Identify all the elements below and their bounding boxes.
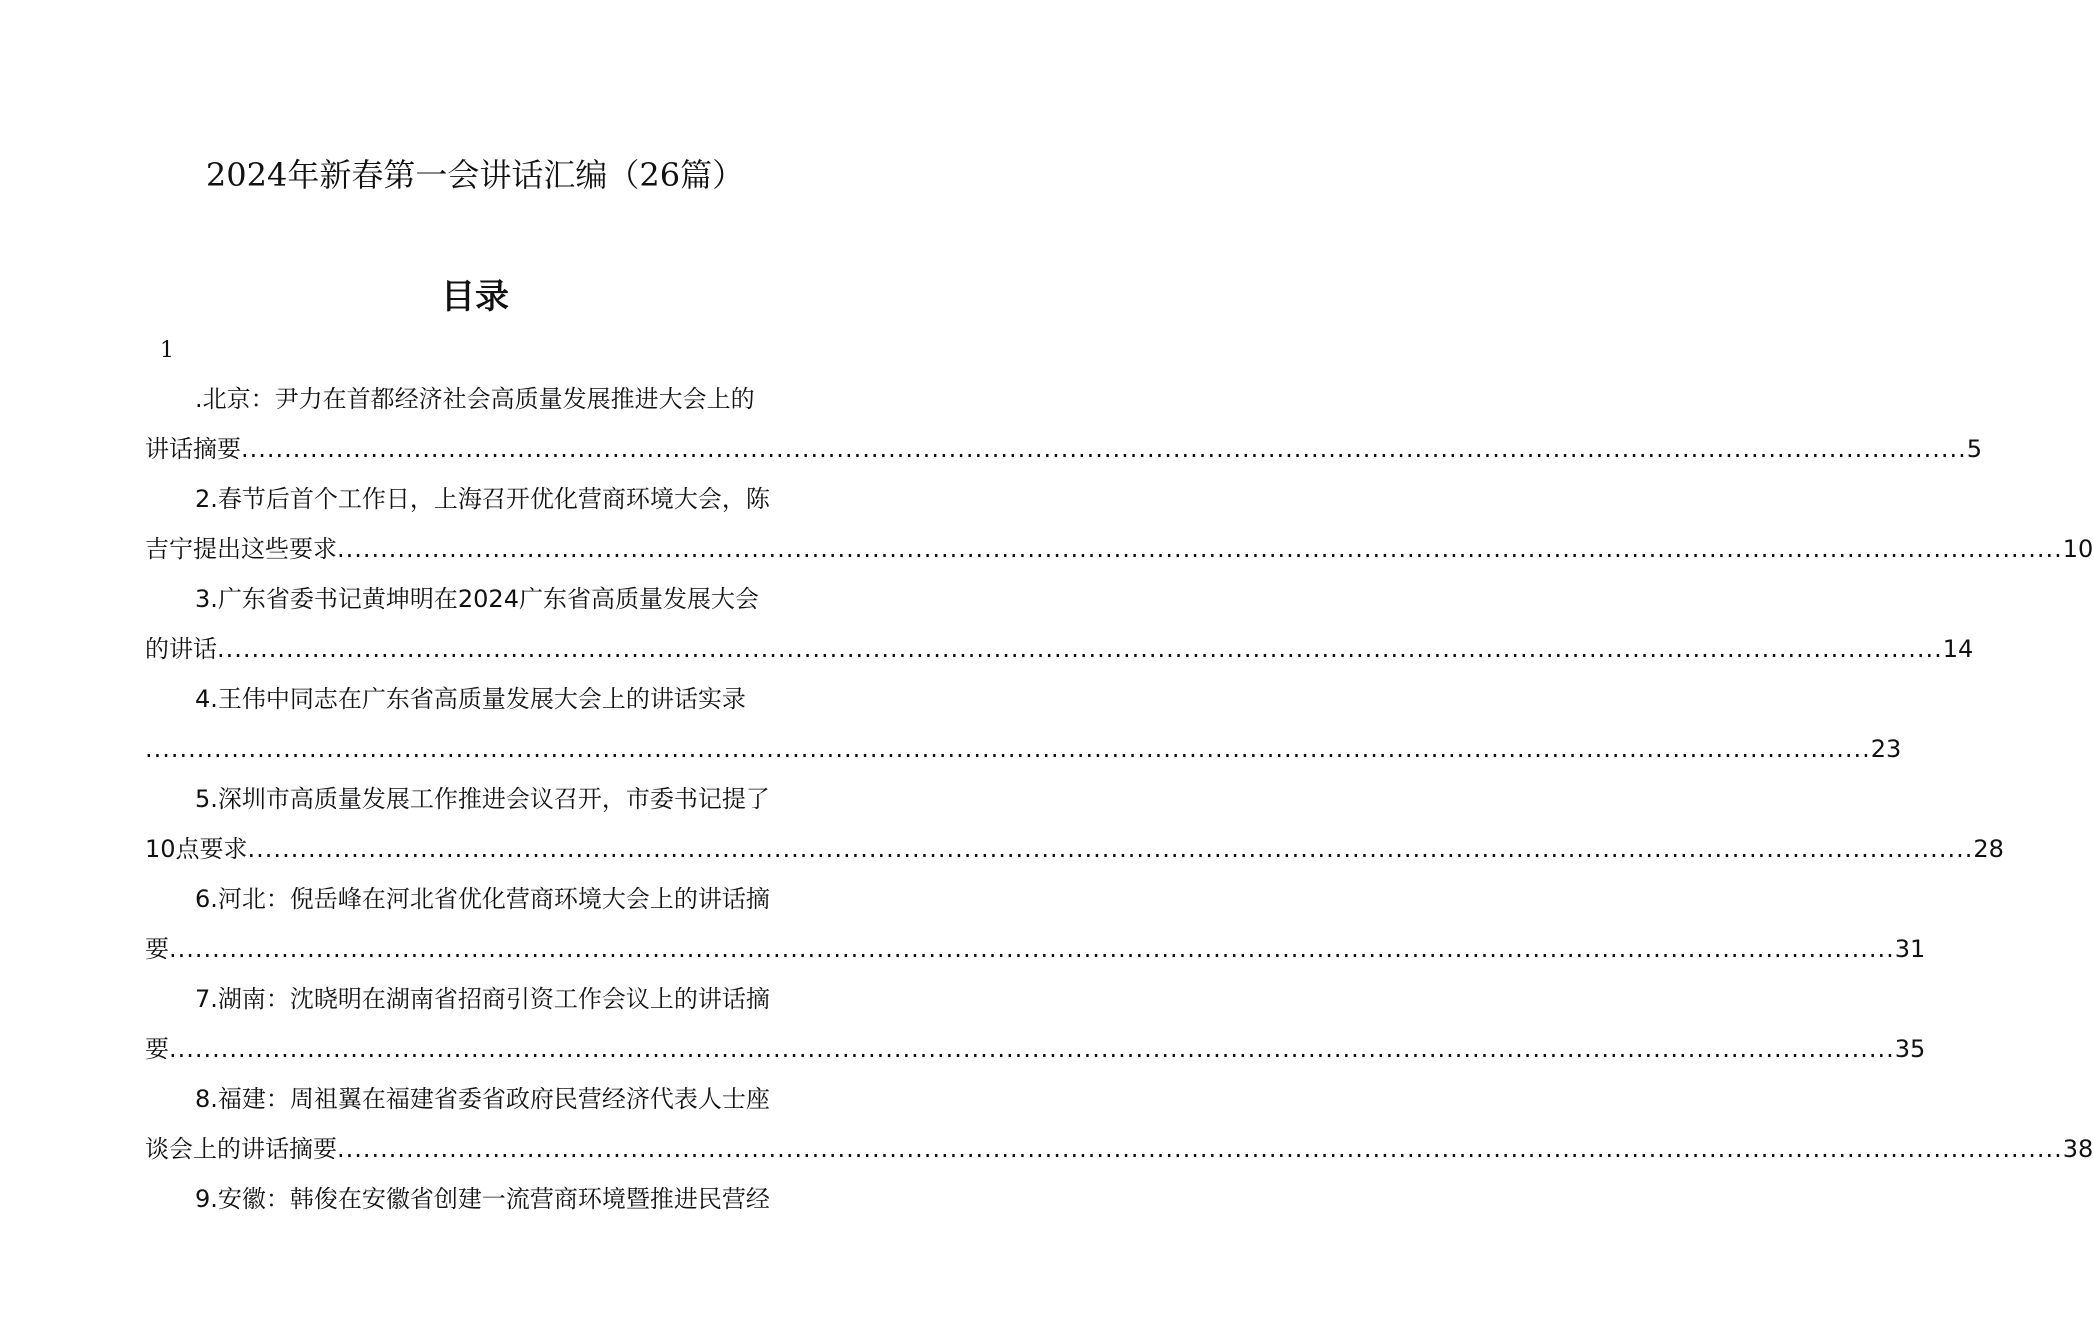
toc-entry-title-cont: 吉宁提出这些要求 xyxy=(145,535,337,563)
toc-entry-continuation xyxy=(145,824,2004,874)
toc-entry-title: 6.河北：倪岳峰在河北省优化营商环境大会上的讲话摘 xyxy=(195,885,770,913)
toc-entry[interactable] xyxy=(145,774,2004,874)
toc-entry-title-cont: 讲话摘要 xyxy=(145,435,241,463)
toc-page-number: 23 xyxy=(1870,735,1902,763)
toc-entry-continuation xyxy=(145,624,1974,674)
toc-page-number: 31 xyxy=(1894,935,1926,963)
document-title: 2024年新春第一会讲话汇编（26篇） xyxy=(205,156,745,194)
toc-page-number: 10 xyxy=(2062,535,2093,563)
toc-leader-dots: ........................................................................................................................................................................................................ xyxy=(337,535,2063,563)
toc-page-number: 38 xyxy=(2062,1135,2093,1163)
toc-entry-title-cont: 要 xyxy=(145,935,169,963)
toc-leader-dots: ........................................................................................................................................................................................................ xyxy=(145,735,1871,763)
toc-entry-title: 4.王伟中同志在广东省高质量发展大会上的讲话实录 xyxy=(195,685,746,713)
toc-entry-title-cont: 谈会上的讲话摘要 xyxy=(145,1135,337,1163)
toc-entry-continuation xyxy=(145,724,1902,774)
toc-leader-dots: ........................................................................................................................................................................................................ xyxy=(247,835,1974,863)
toc-entry[interactable] xyxy=(145,574,1974,674)
toc-leader-dots: ........................................................................................................................................................................................................ xyxy=(241,435,1967,463)
toc-entry[interactable] xyxy=(145,674,1902,774)
toc-leader-dots: ........................................................................................................................................................................................................ xyxy=(337,1135,2063,1163)
toc-entry-title: .北京：尹力在首都经济社会高质量发展推进大会上的 xyxy=(195,385,755,413)
toc-entry-continuation xyxy=(145,524,2093,574)
toc-entry-title: 2.春节后首个工作日，上海召开优化营商环境大会，陈 xyxy=(195,485,770,513)
toc-entry-continuation xyxy=(145,924,1926,974)
toc-entry[interactable] xyxy=(145,974,1926,1074)
table-of-contents xyxy=(145,374,2093,1224)
toc-entry-title: 9.安徽：韩俊在安徽省创建一流营商环境暨推进民营经 xyxy=(195,1185,770,1213)
toc-page-number: 5 xyxy=(1966,435,1983,463)
toc-heading: 目录 xyxy=(441,277,509,317)
toc-page-number: 28 xyxy=(1973,835,2004,863)
toc-leader-dots: ........................................................................................................................................................................................................ xyxy=(169,935,1895,963)
toc-entry[interactable] xyxy=(145,474,2093,574)
toc-entry-title-cont: 要 xyxy=(145,1035,169,1063)
toc-entry[interactable] xyxy=(145,1074,2093,1174)
toc-entry-continuation xyxy=(145,1124,2093,1174)
toc-entry[interactable] xyxy=(145,1174,807,1224)
toc-entry-title: 7.湖南：沈晓明在湖南省招商引资工作会议上的讲话摘 xyxy=(195,985,770,1013)
toc-page-number: 14 xyxy=(1942,635,1974,663)
page-marker: 1 xyxy=(160,338,174,363)
toc-entry[interactable] xyxy=(145,874,1926,974)
toc-entry-title-cont: 的讲话 xyxy=(145,635,217,663)
toc-entry-title: 8.福建：周祖翼在福建省委省政府民营经济代表人士座 xyxy=(195,1085,770,1113)
toc-leader-dots: ........................................................................................................................................................................................................ xyxy=(169,1035,1895,1063)
toc-entry[interactable] xyxy=(145,374,1983,474)
toc-entry-title-cont: 10点要求 xyxy=(145,835,248,863)
toc-page-number: 35 xyxy=(1894,1035,1926,1063)
toc-entry-title: 3.广东省委书记黄坤明在2024广东省高质量发展大会 xyxy=(195,585,759,613)
toc-leader-dots: ........................................................................................................................................................................................................ xyxy=(217,635,1943,663)
toc-entry-continuation xyxy=(145,1024,1926,1074)
toc-entry-continuation xyxy=(145,424,1983,474)
toc-entry-title: 5.深圳市高质量发展工作推进会议召开，市委书记提了 xyxy=(195,785,770,813)
